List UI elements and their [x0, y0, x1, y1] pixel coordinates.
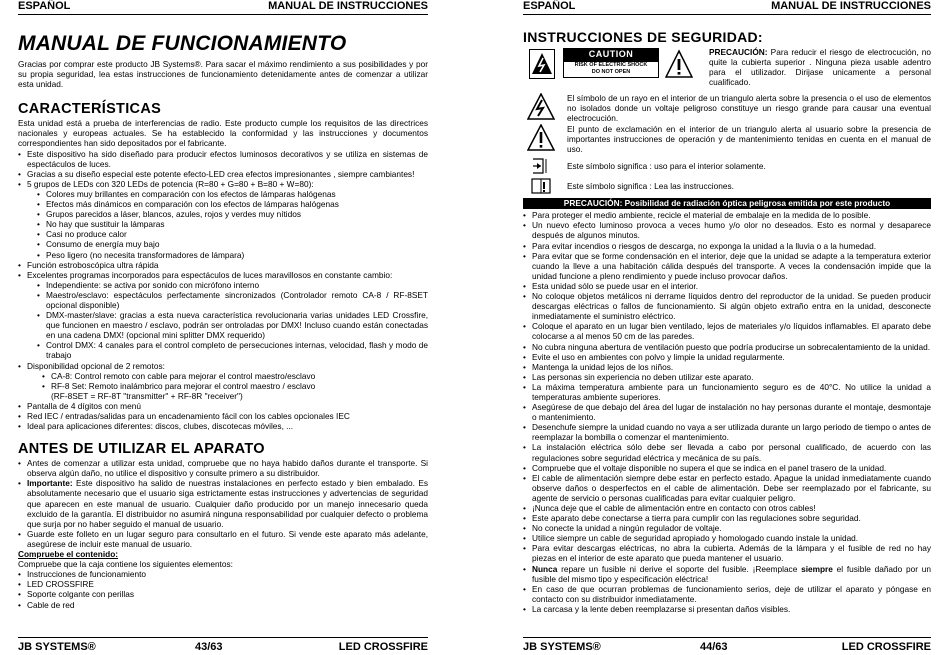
intro-paragraph: Gracias por comprar este producto JB Systems®. Para sacar el máximo rendimiento a sus posibilidades y por su propia seguridad, lea estas instrucciones de funcionamiento detenidamente antes de comenzar a utilizar esta unidad.: [18, 59, 428, 90]
list-item: • Ideal para aplicaciones diferentes: discos, clubes, discotecas móviles, ...: [18, 421, 428, 431]
list-item: • Las personas sin experiencia no deben utilizar este aparato.: [523, 372, 931, 382]
header-language: ESPAÑOL: [18, 0, 71, 12]
features-list-2: [18, 260, 428, 280]
list-item: • Este dispositivo ha sido diseñado para producir efectos luminosos decorativos y se utiliza en sistemas de espectáculos de luces.: [18, 149, 428, 169]
footer-page-number: 43/63: [195, 641, 223, 653]
features-list-4: [18, 401, 428, 431]
page-footer: [523, 637, 931, 655]
indoor-symbol-text: Este símbolo significa : uso para el interior solamente.: [567, 161, 766, 172]
list-item: • Independiente: se activa por sonido con micrófono interno: [37, 280, 428, 290]
list-item: • Coloque el aparato en un lugar bien ventilado, lejos de materiales y/o líquidos inflamables. El aparato debe colocarse a al menos 50 cm de las paredes.: [523, 321, 931, 341]
header-language: ESPAÑOL: [523, 0, 576, 12]
list-item: • Compruebe que el voltaje disponible no supera el que se indica en el panel trasero de la unidad.: [523, 463, 931, 473]
list-item: • Control DMX: 4 canales para el control completo de persecuciones internas, velocidad, flash y modo de trabajo: [37, 340, 428, 360]
list-item: • El cable de alimentación siempre debe estar en perfecto estado. Apague la unidad inmediatamente cuando observe daños o desperfectos en el cable de alimentación. Debe ser reemplazado por el fabricante, su agente de servicio o personas cualificadas para evitar cualquier peligro.: [523, 473, 931, 503]
read-instructions-icon: [531, 177, 551, 197]
features-list: [18, 149, 428, 189]
list-item: • CA-8: Control remoto con cable para mejorar el control maestro/esclavo: [42, 371, 428, 381]
right-page: [523, 0, 931, 654]
list-item: • Para evitar descargas eléctricas, no abra la cubierta. Además de la lámpara y el fusible de red no hay piezas en el interior de este aparato que pueda mantener el usuario.: [523, 543, 931, 563]
footer-brand: JB SYSTEMS®: [18, 641, 96, 653]
list-item: • Un nuevo efecto luminoso provoca a veces humo y/o olor no deseados. Esto es normal y desaparece después de algunos minutos.: [523, 220, 931, 240]
lightning-triangle-icon: [529, 49, 555, 81]
list-item: • Este aparato debe conectarse a tierra para cumplir con las regulaciones sobre seguridad.: [523, 513, 931, 523]
list-item: • Grupos parecidos a láser, blancos, azules, rojos y verdes muy nítidos: [37, 209, 428, 219]
list-item: • Para evitar incendios o riesgos de descarga, no exponga la unidad a la lluvia o a la humedad.: [523, 241, 931, 251]
important-text: Este dispositivo ha salido de nuestras instalaciones en perfecto estado y bien embalado. Es absolutamente necesario que el usuario siga estrictamente estas instrucciones y advertencias de seguridad que aparecen en este manual de usuario. Cualquier daño producido por un manejo innecesario queda excluido de la garantía. El distribuidor no asumirá ninguna responsabilidad por cualquier defecto o problema que surja por no haber seguido el manual de usuario.: [27, 478, 428, 529]
footer-brand: JB SYSTEMS®: [523, 641, 601, 653]
check-contents-heading: Compruebe el contenido:: [18, 549, 119, 560]
list-item: • La instalación eléctrica sólo debe ser llevada a cabo por personal cualificado, de acuerdo con las regulaciones sobre seguridad eléctrica y mecánica de su país.: [523, 442, 931, 462]
page-footer: [18, 637, 428, 655]
safety-heading: INSTRUCCIONES DE SEGURIDAD:: [523, 29, 763, 45]
list-item: • Soporte colgante con perillas: [18, 589, 428, 599]
lightning-triangle-icon: [527, 93, 555, 123]
list-item: • Guarde este folleto en un lugar seguro para consultarlo en el futuro. Si vende este aparato más adelante, asegúrese de incluir este manual de usuario.: [18, 529, 428, 549]
list-item: • Para proteger el medio ambiente, recicle el material de embalaje en la medida de lo posible.: [523, 210, 931, 220]
list-item: • DMX-master/slave: gracias a esta nueva característica revolucionaria varias unidades LED Crossfire, que funcionen en maestro / esclavo, podrán ser ontroladas por DMX! Incluso cuando están conectadas en una cadena DMX! (opcional mini splitter DMX requerido): [37, 310, 428, 340]
list-item: • Peso ligero (no necesita transformadores de lámpara): [37, 250, 428, 260]
before-use-heading: ANTES DE UTILIZAR EL APARATO: [18, 441, 265, 458]
fuse-always: siempre: [801, 563, 833, 574]
list-item: • No conecte la unidad a ningún regulador de voltaje.: [523, 523, 931, 533]
remote-extra: (RF-8SET = RF-8T "transmitter" + RF-8R "receiver"): [51, 390, 243, 401]
list-item: • Colores muy brillantes en comparación con los efectos de lámparas halógenas: [37, 189, 428, 199]
list-item: • No hay que sustituir la lámparas: [37, 219, 428, 229]
list-item: • Consumo de energía muy bajo: [37, 239, 428, 249]
list-item: • Efectos más dinámicos en comparación con los efectos de lámparas halógenas: [37, 199, 428, 209]
list-item: • Gracias a su diseño especial este potente efecto-LED crea efectos impresionantes , siempre cambiantes!: [18, 169, 428, 179]
before-use-list: [18, 458, 428, 549]
exclamation-symbol-row: [523, 124, 931, 154]
page-header: [18, 0, 428, 15]
list-item: • 5 grupos de LEDs con 320 LEDs de potencia (R=80 + G=80 + B=80 + W=80):: [18, 179, 428, 189]
exclamation-triangle-icon: [527, 124, 555, 154]
lightning-symbol-text: El símbolo de un rayo en el interior de un triangulo alerta sobre la presencia o el uso de elementos no isolados donde un voltaje peligroso constituye un riesgo grande para causar una eventual electrocución.: [567, 93, 931, 124]
important-label: Importante:: [27, 478, 73, 489]
contents-list: [18, 569, 428, 609]
safety-list: [523, 210, 931, 614]
fuse-never: Nunca: [532, 563, 558, 574]
list-item: • Maestro/esclavo: espectáculos perfectamente sincronizados (Controlador remoto CA-8 / RF-8SET opcional disponible): [37, 290, 428, 310]
caution-sublabel: RISK OF ELECTRIC SHOCK DO NOT OPEN: [563, 61, 659, 78]
list-item: • Desenchufe siempre la unidad cuando no vaya a ser utilizada durante un largo periodo de tiempo o antes de reemplazar la bombilla o comenzar el mantenimiento.: [523, 422, 931, 442]
list-item: • LED CROSSFIRE: [18, 579, 428, 589]
right-page-body: [523, 29, 931, 614]
features-list-3: [18, 361, 428, 371]
footer-product: LED CROSSFIRE: [338, 641, 428, 653]
header-title: MANUAL DE INSTRUCCIONES: [268, 0, 428, 12]
footer-page-number: 44/63: [700, 641, 728, 653]
caution-label: CAUTION: [563, 48, 659, 61]
exclamation-triangle-icon: [665, 49, 693, 81]
list-item: • Antes de comenzar a utilizar esta unidad, compruebe que no haya habido daños durante el transporte. Si observa algún daño, no utilice el dispositivo y consulte primero a su distribuidor.: [18, 458, 428, 478]
left-page-body: [18, 33, 428, 610]
list-item: • Para evitar que se forme condensación en el interior, deje que la unidad se adapte a la temperatura exterior cuando la lleve a una habitación cálida después del transporte. A veces la condensación impide que la unidad funcione a pleno rendimiento y puede incluso provocar daños.: [523, 251, 931, 281]
list-item: • Excelentes programas incorporados para espectáculos de luces maravillosos en constante cambio:: [18, 270, 428, 280]
list-item: • Evite el uso en ambientes con polvo y limpie la unidad regularmente.: [523, 352, 931, 362]
list-item: • RF-8 Set: Remoto inalámbrico para mejorar el control maestro / esclavo: [42, 381, 428, 391]
list-item: • No cubra ninguna abertura de ventilación puesto que podría producirse un sobrecalentamiento de la unidad.: [523, 342, 931, 352]
list-item: • Función estroboscópica ultra rápida: [18, 260, 428, 270]
left-page: [18, 0, 428, 654]
list-item: • Instrucciones de funcionamiento: [18, 569, 428, 579]
list-item: • No coloque objetos metálicos ni derrame líquidos dentro del reproductor de la unidad. Se pueden producir descargas eléctricas o fallos de funcionamiento. Si algún objeto extraño entra en la unidad, desconecte inmediatamente el suministro eléctrico.: [523, 291, 931, 321]
precaution-text: [709, 47, 931, 87]
read-symbol-text: Este símbolo significa : Lea las instrucciones.: [567, 181, 734, 192]
led-sublist: [37, 189, 428, 260]
caution-row: [523, 47, 931, 93]
check-contents-intro: Compruebe que la caja contiene los siguientes elementos:: [18, 559, 233, 570]
features-heading: CARACTERÍSTICAS: [18, 101, 162, 118]
list-item: • La carcasa y la lente deben reemplazarse si presentan daños visibles.: [523, 604, 931, 614]
features-intro: Esta unidad está a prueba de interferencias de radio. Este producto cumple los requisitos de las directrices nacionales y europeas actuales. Se ha establecido la conformidad y las instrucciones y documentos correspondientes han sido depositados por el fabricante.: [18, 118, 428, 149]
fuse-text-1: repare un fusible ni derive el soporte del fusible. ¡Reemplace: [557, 563, 802, 574]
read-symbol-row: [523, 177, 931, 195]
list-item: [18, 478, 428, 528]
precaution-body: Para reducir el riesgo de electrocución, no quite la cubierta superior . Ninguna pieza usable adentro para el utilizador. Dirijase unicamente a personal cualificado.: [709, 47, 931, 88]
list-item: • Cable de red: [18, 600, 428, 610]
list-item: • Utilice siempre un cable de seguridad apropiado y homologado cuando instale la unidad.: [523, 533, 931, 543]
indoor-symbol-row: [523, 157, 931, 177]
precaution-label: PRECAUCIÓN:: [709, 47, 768, 57]
list-item: • Mantenga la unidad lejos de los niños.: [523, 362, 931, 372]
list-item: • En caso de que ocurran problemas de funcionamiento serios, deje de utilizar el aparato y póngase en contacto con su distribuidor inmediatamente.: [523, 584, 931, 604]
list-item: [523, 564, 931, 584]
footer-product: LED CROSSFIRE: [841, 641, 931, 653]
list-item: • La máxima temperatura ambiente para un funcionamiento seguro es de 40°C. No utilice la unidad a temperaturas ambiente superiores.: [523, 382, 931, 402]
list-item: • Casi no produce calor: [37, 229, 428, 239]
list-item: • Asegúrese de que debajo del área del lugar de instalación no hay personas durante el montaje, desmontaje o mantenimiento.: [523, 402, 931, 422]
list-item: • ¡Nunca deje que el cable de alimentación entre en contacto con otros cables!: [523, 503, 931, 513]
page-header: [523, 0, 931, 15]
optical-radiation-warning: PRECAUCIÓN: Posibilidad de radiación óptica peligrosa emitida por este producto: [523, 198, 931, 209]
remote-sublist: [42, 371, 428, 391]
list-item: • Esta unidad sólo se puede usar en el interior.: [523, 281, 931, 291]
program-sublist: [37, 280, 428, 361]
fuse-text-2: el fusible dañado por un fusible del mismo tipo y especificación eléctrica!: [532, 563, 931, 584]
page-title: MANUAL DE FUNCIONAMIENTO: [18, 32, 347, 55]
header-title: MANUAL DE INSTRUCCIONES: [771, 0, 931, 12]
list-item: • Disponibilidad opcional de 2 remotos:: [18, 361, 428, 371]
indoor-use-icon: [531, 157, 549, 177]
list-item: • Pantalla de 4 dígitos con menú: [18, 401, 428, 411]
lightning-symbol-row: [523, 93, 931, 124]
exclamation-symbol-text: El punto de exclamación en el interior de un triangulo alerta al usuario sobre la presencia de importantes instrucciones de operación y de mantenimiento tenidas en cuenta en el manual de uso.: [567, 124, 931, 155]
list-item: • Red IEC / entradas/salidas para un encadenamiento fácil con los cables opcionales IEC: [18, 411, 428, 421]
